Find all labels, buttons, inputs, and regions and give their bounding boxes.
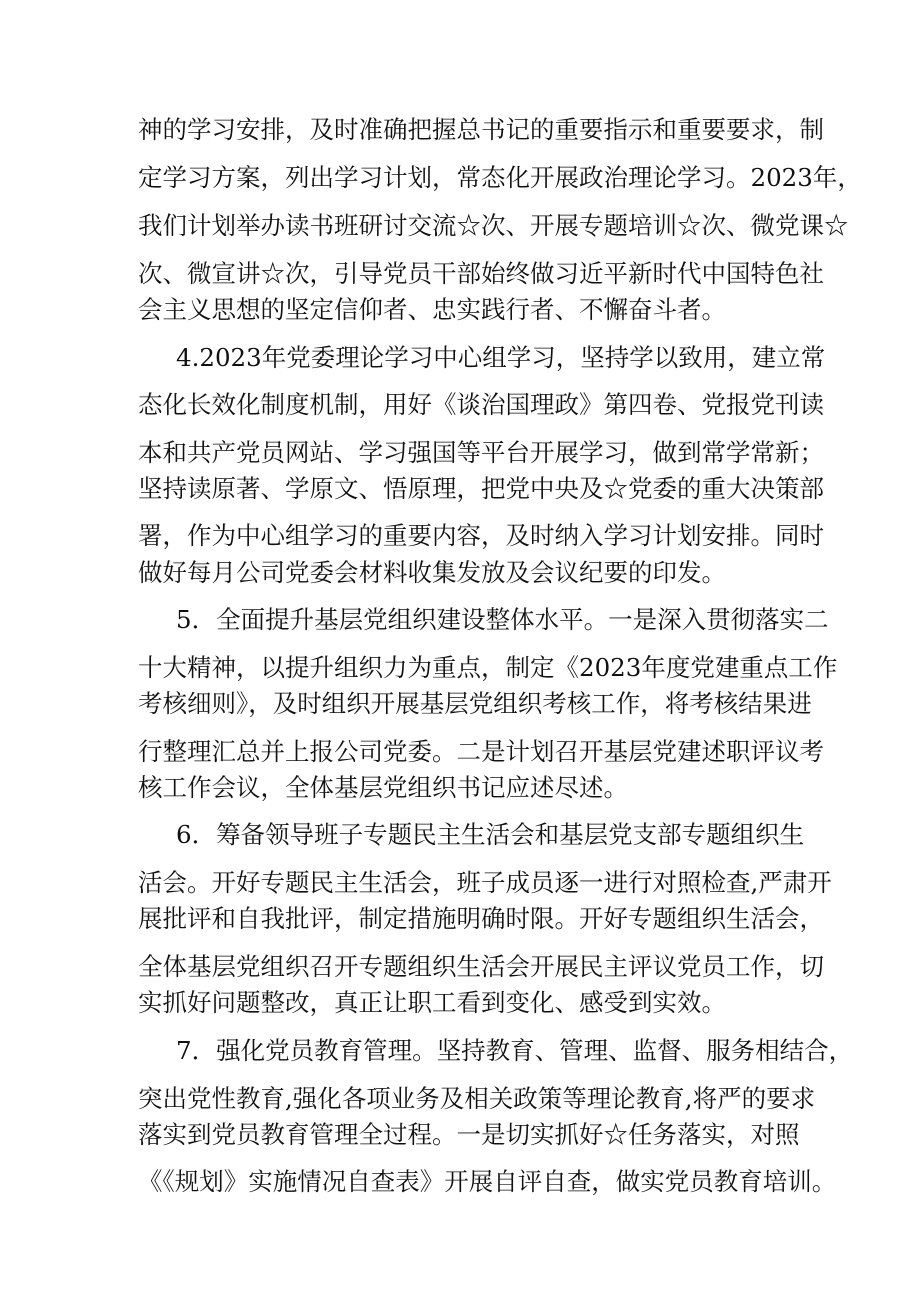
- text-line: 实抓好问题整改，真正让职工看到变化、感受到实效。: [138, 988, 726, 1017]
- text-line: 态化长效化制度机制，用好《谈治国理政》第四卷、党报党刊读: [138, 390, 824, 419]
- text-line: 落实到党员教育管理全过程。一是切实抓好☆任务落实，对照: [138, 1120, 800, 1149]
- text-line: 考核细则》，及时组织开展基层党组织考核工作，将考核结果进: [138, 689, 812, 718]
- text-line: 定学习方案，列出学习计划，常态化开展政治理论学习。2023年，: [138, 163, 862, 192]
- text-line: 次、微宣讲☆次，引导党员干部始终做习近平新时代中国特色社: [138, 259, 824, 288]
- text-line: 全体基层党组织召开专题组织生活会开展民主评议党员工作，切: [138, 952, 824, 981]
- text-line: 突出党性教育,强化各项业务及相关政策等理论教育,将严的要求: [138, 1084, 816, 1113]
- paragraph-5-start: 5．全面提升基层党组织建设整体水平。一是深入贯彻落实二: [176, 605, 829, 634]
- text-line: 署，作为中心组学习的重要内容，及时纳入学习计划安排。同时: [138, 521, 824, 550]
- paragraph-7-start: 7．强化党员教育管理。坚持教育、管理、监督、服务相结合，: [176, 1036, 854, 1065]
- paragraph-6-start: 6．筹备领导班子专题民主生活会和基层党支部专题组织生: [176, 820, 805, 849]
- text-line: 会主义思想的坚定信仰者、忠实践行者、不懈奋斗者。: [138, 295, 726, 324]
- text-line: 坚持读原著、学原文、悟原理，把党中央及☆党委的重大决策部: [138, 474, 824, 503]
- text-line: 十大精神，以提升组织力为重点，制定《2023年度党建重点工作: [138, 653, 838, 682]
- text-line: 核工作会议，全体基层党组织书记应述尽述。: [138, 773, 628, 802]
- text-line: 活会。开好专题民主生活会，班子成员逐一进行对照检查,严肃开: [138, 868, 832, 897]
- text-line: 我们计划举办读书班研讨交流☆次、开展专题培训☆次、微党课☆: [138, 211, 849, 240]
- paragraph-4-start: 4.2023年党委理论学习中心组学习，坚持学以致用，建立常: [176, 343, 826, 372]
- text-line: 本和共产党员网站、学习强国等平台开展学习，做到常学常新；: [138, 438, 824, 467]
- text-line: 行整理汇总并上报公司党委。二是计划召开基层党建述职评议考: [138, 737, 824, 766]
- text-line: 展批评和自我批评，制定措施明确时限。开好专题组织生活会，: [138, 904, 824, 933]
- text-line: 做好每月公司党委会材料收集发放及会议纪要的印发。: [138, 558, 726, 587]
- text-line: 神的学习安排，及时准确把握总书记的重要指示和重要要求，制: [138, 115, 824, 144]
- text-line: 《《规划》实施情况自查表》开展自评自查，做实党员教育培训。: [138, 1167, 837, 1196]
